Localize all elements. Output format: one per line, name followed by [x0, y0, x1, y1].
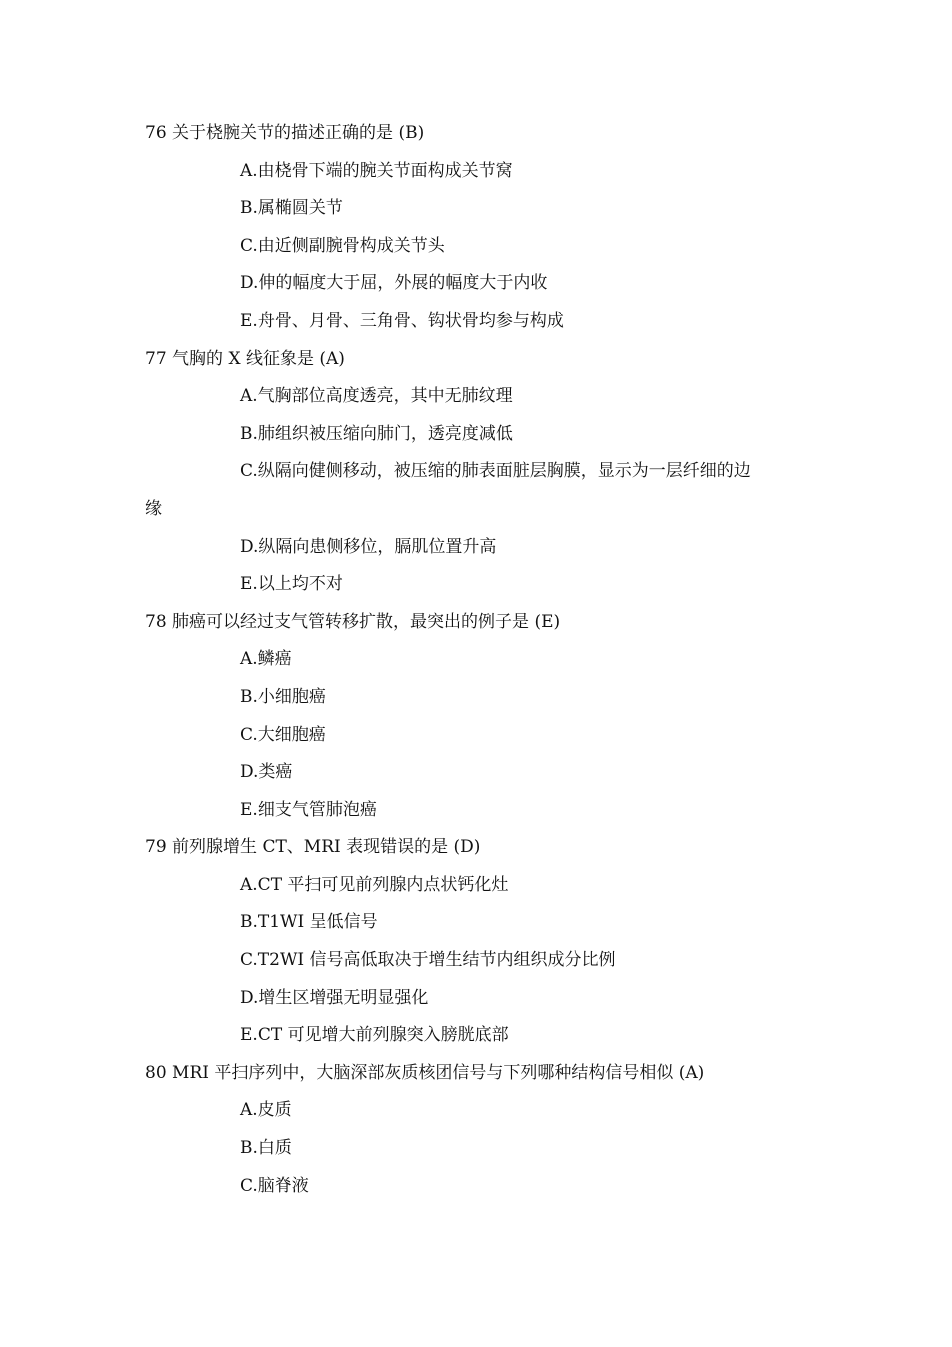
question-76-option-e: E.舟骨、月骨、三角骨、钩状骨均参与构成 [240, 310, 564, 331]
question-list [145, 115, 825, 1205]
question-77-option-d: D.纵隔向患侧移位，膈肌位置升高 [240, 536, 497, 557]
question-77-option-c-continuation: 缘 [145, 498, 162, 519]
question-78-option-e: E.细支气管肺泡癌 [240, 799, 377, 820]
question-77-option-c: C.纵隔向健侧移动，被压缩的肺表面脏层胸膜，显示为一层纤细的边 [240, 461, 751, 482]
question-78-option-d: D.类癌 [240, 762, 293, 783]
question-78-option-a: A.鳞癌 [240, 649, 292, 670]
question-76-option-c: C.由近侧副腕骨构成关节头 [240, 235, 445, 256]
question-79-stem: 79 前列腺增生 CT、MRI 表现错误的是 (D) [145, 837, 481, 858]
question-79-option-a: A.CT 平扫可见前列腺内点状钙化灶 [240, 874, 509, 895]
question-79-option-e: E.CT 可见增大前列腺突入膀胱底部 [240, 1025, 509, 1046]
question-77-option-b: B.肺组织被压缩向肺门，透亮度减低 [240, 423, 513, 444]
question-76-option-a: A.由桡骨下端的腕关节面构成关节窝 [240, 160, 513, 181]
question-80-option-a: A.皮质 [240, 1100, 292, 1121]
question-76-option-d: D.伸的幅度大于屈，外展的幅度大于内收 [240, 273, 548, 294]
question-77-option-e: E.以上均不对 [240, 574, 343, 595]
question-77-option-a: A.气胸部位高度透亮，其中无肺纹理 [240, 386, 513, 407]
question-78-stem: 78 肺癌可以经过支气管转移扩散，最突出的例子是 (E) [145, 611, 561, 632]
question-79-option-d: D.增生区增强无明显强化 [240, 987, 429, 1008]
question-80-option-b: B.白质 [240, 1138, 292, 1159]
question-79-option-b: B.T1WI 呈低信号 [240, 912, 378, 933]
question-79-option-c: C.T2WI 信号高低取决于增生结节内组织成分比例 [240, 950, 616, 971]
question-78-option-b: B.小细胞癌 [240, 686, 326, 707]
question-78-option-c: C.大细胞癌 [240, 724, 326, 745]
question-80-stem: 80 MRI 平扫序列中，大脑深部灰质核团信号与下列哪种结构信号相似 (A) [145, 1062, 705, 1083]
question-76-stem: 76 关于桡腕关节的描述正确的是 (B) [145, 123, 425, 143]
question-76-option-b: B.属椭圆关节 [240, 198, 343, 219]
question-80-option-c: C.脑脊液 [240, 1175, 309, 1196]
question-77-stem: 77 气胸的 X 线征象是 (A) [145, 348, 345, 369]
